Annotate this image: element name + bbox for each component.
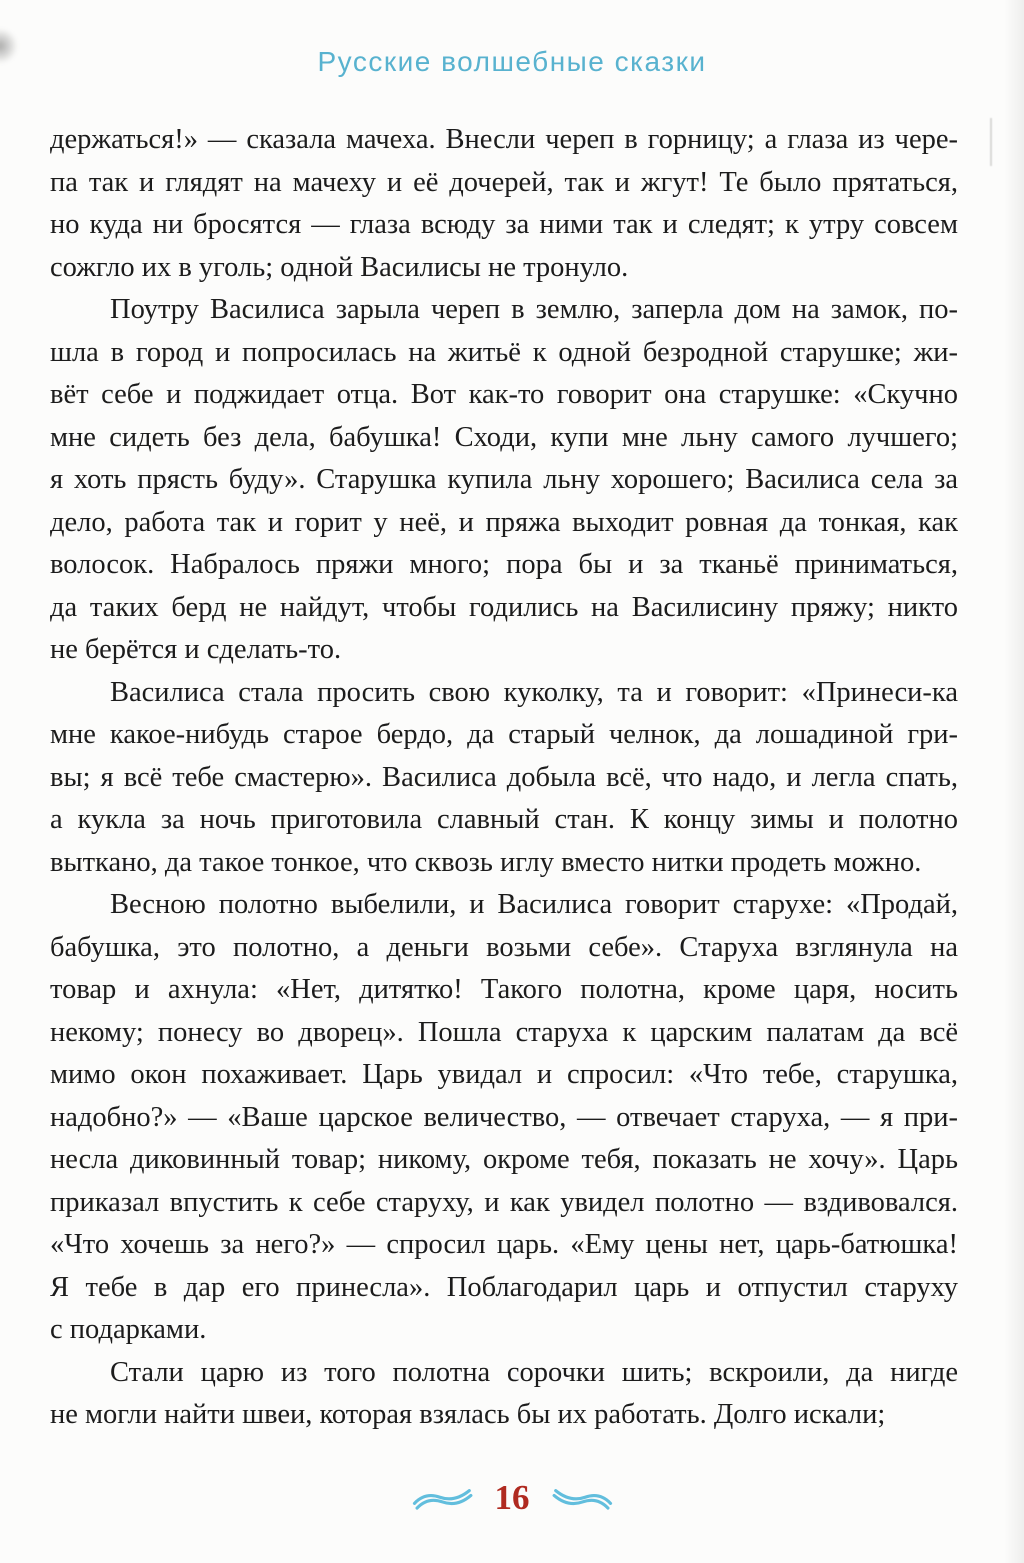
paragraph (50, 672, 958, 885)
text-line: Стали царю из того полотна сорочки шить; вскроили, да нигде (110, 1356, 958, 1388)
paragraph (50, 884, 958, 1352)
text-line: вёт себе и поджидает отца. Вот как-то говорит она старушке: «Скучно (50, 379, 958, 410)
paragraph (50, 1352, 958, 1437)
text-line: вы; я всё тебе смастерю». Василиса добыла всё, что надо, и легла спать, (50, 761, 958, 793)
page-footer (0, 1480, 1024, 1515)
text-line: приказал впустить к себе старуху, и как увидел полотно — вздивовался. (50, 1186, 958, 1218)
text-line: мимо окон похаживает. Царь увидал и спросил: «Что тебе, старушка, (50, 1059, 958, 1090)
text-line: сожгло их в уголь; одной Василисы не тронуло. (50, 251, 629, 283)
text-line: но куда ни бросятся — глаза всюду за ними так и следят; к утру совсем (50, 209, 958, 240)
paragraph (50, 289, 958, 672)
scan-edge-shadow (1004, 0, 1024, 1563)
text-line: Василиса стала просить свою куколку, та и говорит: «Принеси-ка (110, 676, 958, 708)
text-line: «Что хочешь за него?» — спросил царь. «Ему цены нет, царь-батюшка! (50, 1229, 958, 1260)
text-line: с подарками. (50, 1314, 207, 1345)
text-line: я хоть прясть буду». Старушка купила льну хорошего; Василиса села за (50, 464, 958, 495)
paragraph (50, 119, 958, 289)
text-line: дело, работа так и горит у неё, и пряжа выходит ровная да тонкая, как (50, 506, 958, 538)
page-number: 16 (494, 1478, 530, 1517)
text-line: да таких берд не найдут, чтобы годились на Василисину пряжу; никто (50, 591, 958, 623)
text-line: несла диковинный товар; никому, окроме тебя, показать не хочу». Царь (50, 1144, 958, 1175)
wave-swash-icon (410, 1484, 474, 1511)
text-line: волосок. Набралось пряжи много; пора бы и за тканьё приниматься, (50, 549, 958, 580)
text-line: па так и глядят на мачеху и её дочерей, так и жгут! Те было прятаться, (50, 166, 958, 198)
text-line: Весною полотно выбелили, и Василиса говорит старухе: «Продай, (110, 889, 958, 920)
text-line: Поутру Василиса зарыла череп в землю, заперла дом на замок, по- (110, 294, 958, 325)
page-text (50, 119, 958, 1437)
text-line: Я тебе в дар его принесла». Поблагодарил царь и отпустил старуху (50, 1271, 958, 1303)
wave-swash-icon (551, 1484, 615, 1511)
text-line: а кукла за ночь приготовила славный стан. К концу зимы и полотно (50, 804, 958, 835)
text-line: некому; понесу во дворец». Пошла старуха к царским палатам да всё (50, 1016, 958, 1048)
text-line: мне сидеть без дела, бабушка! Сходи, купи мне льну самого лучшего; (50, 421, 958, 453)
text-line: мне какое-нибудь старое бердо, да старый челнок, да лошадиной гри- (50, 719, 958, 750)
text-line: выткано, да такое тонкое, что сквозь иглу вместо нитки продеть можно. (50, 846, 922, 878)
text-line: не берётся и сделать-то. (50, 634, 342, 665)
text-line: держаться!» — сказала мачеха. Внесли череп в горницу; а глаза из чере- (50, 124, 958, 155)
running-header: Русские волшебные сказки (317, 46, 707, 77)
text-line: товар и ахнула: «Нет, дитятко! Такого полотна, кроме царя, носить (50, 974, 958, 1005)
text-line: шла в город и попросилась на житьё к одной безродной старушке; жи- (50, 336, 958, 368)
scan-artifact (990, 118, 992, 166)
text-line: не могли найти швеи, которая взялась бы их работать. Долго искали; (50, 1399, 886, 1430)
text-line: надобно?» — «Ваше царское величество, — отвечает старуха, — я при- (50, 1101, 958, 1133)
text-line: бабушка, это полотно, а деньги возьми себе». Старуха взглянула на (50, 931, 958, 963)
